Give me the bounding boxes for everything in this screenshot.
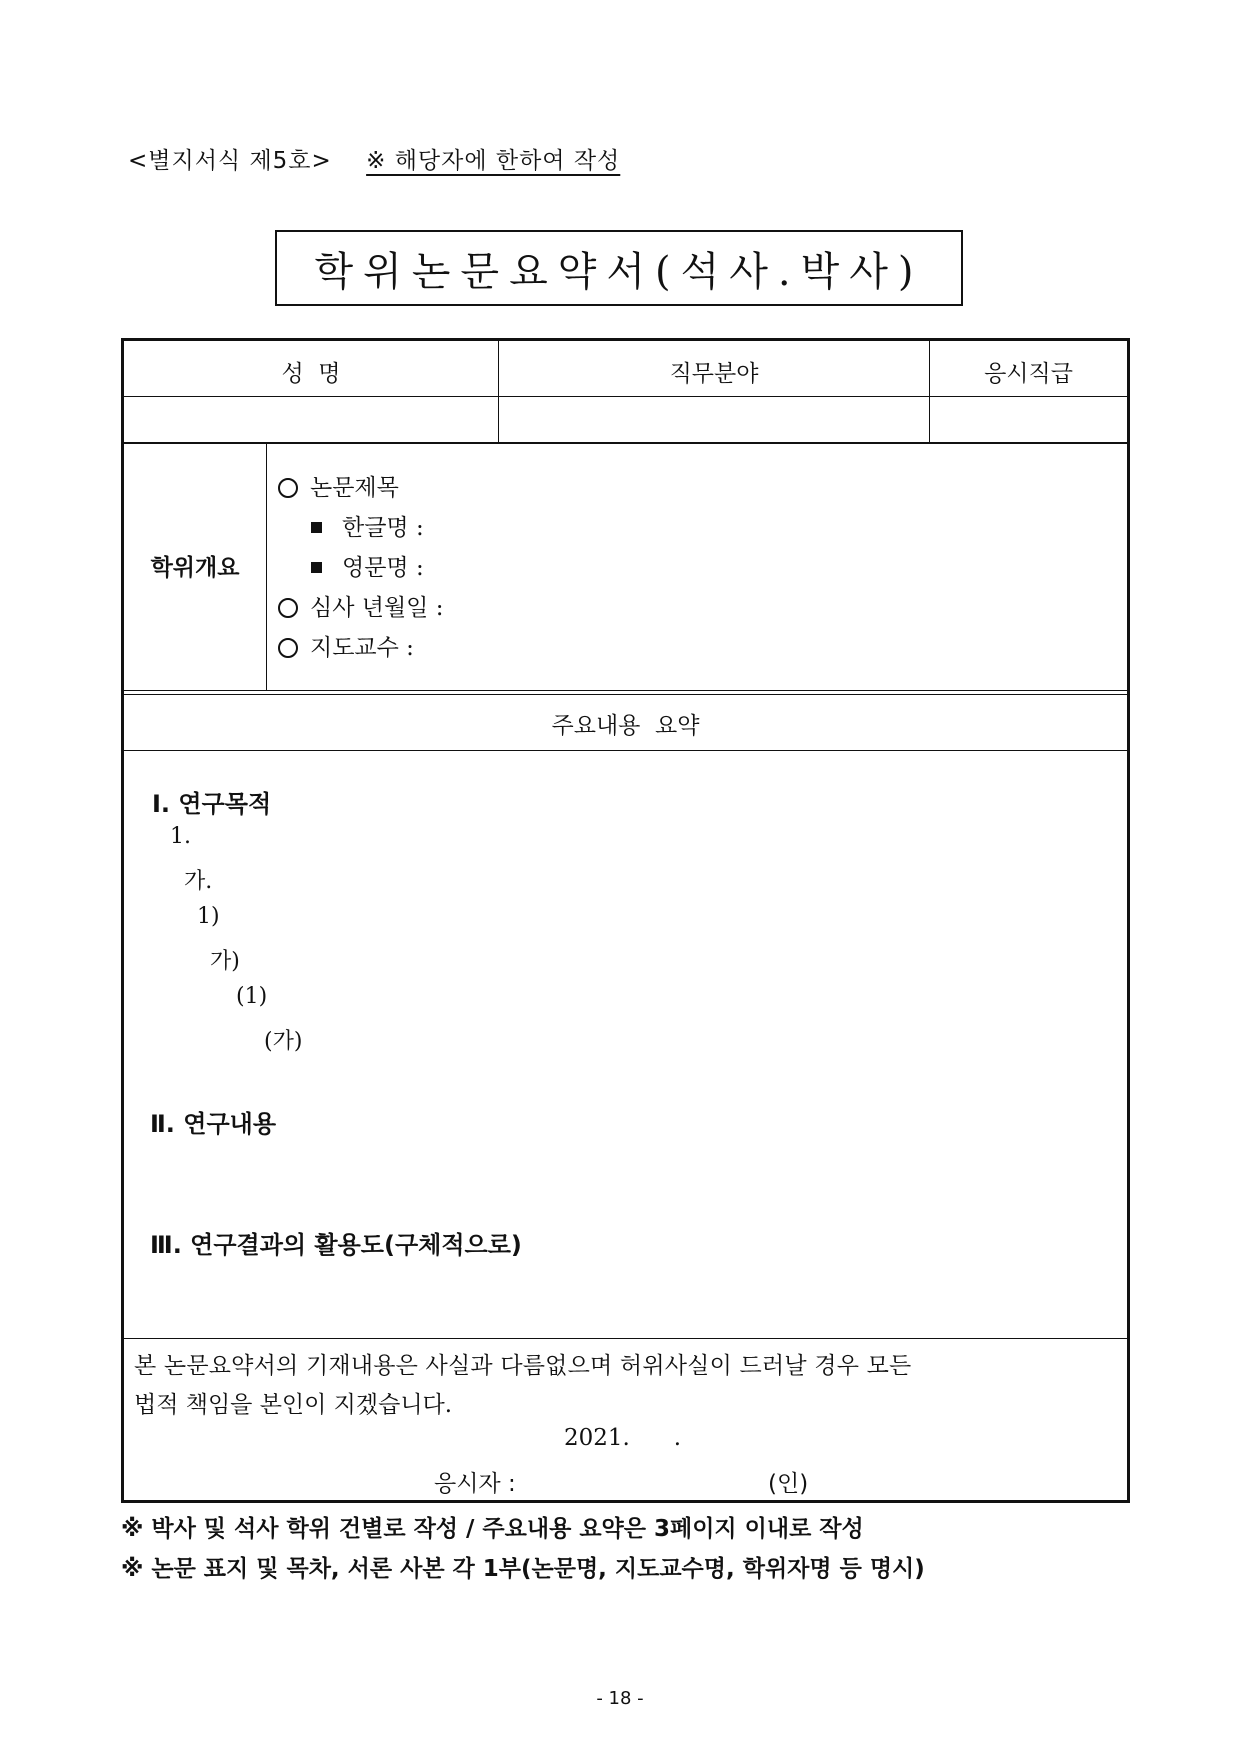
section-content: Ⅱ. 연구내용 (150, 1110, 277, 1138)
section-purpose: Ⅰ. 연구목적 (152, 790, 272, 818)
page-number: - 18 - (596, 1688, 644, 1709)
outline-level-2: 가. (184, 869, 213, 894)
applied-grade-header: 응시직급 (984, 361, 1073, 387)
name-input-cell[interactable] (124, 397, 498, 442)
degree-overview-label: 학위개요 (150, 555, 240, 581)
square-bullet-icon (311, 562, 322, 573)
job-field-input-cell[interactable] (499, 397, 929, 442)
circle-bullet-icon (278, 638, 298, 658)
form-header (128, 142, 620, 175)
document-title: 학위논문요약서(석사.박사) (275, 230, 963, 306)
footnote-1: ※ 박사 및 석사 학위 건별로 작성 / 주요내용 요약은 3페이지 이내로 작성 (121, 1516, 864, 1542)
section-usage: Ⅲ. 연구결과의 활용도(구체적으로) (150, 1231, 522, 1259)
declaration-date: 2021. . (564, 1425, 682, 1451)
outline-level-3: 1) (197, 904, 220, 929)
review-date-item[interactable]: 심사 년월일 : (278, 589, 443, 622)
applied-grade-input-cell[interactable] (930, 397, 1127, 442)
english-title-item[interactable]: 영문명 : (311, 549, 424, 582)
row-divider (124, 690, 1127, 691)
row-divider (124, 694, 1127, 695)
form-label: <별지서식 제5호> (128, 148, 332, 174)
row-divider (124, 442, 1127, 444)
outline-level-4: 가) (210, 949, 240, 974)
applicant-label: 응시자 : (434, 1471, 516, 1497)
outline-level-1: 1. (170, 824, 191, 849)
form-note: ※ 해당자에 한하여 작성 (366, 148, 621, 174)
summary-form-table (121, 338, 1130, 1503)
korean-title-item[interactable]: 한글명 : (311, 509, 424, 542)
name-header: 성 명 (281, 361, 341, 387)
row-divider (124, 1338, 1127, 1339)
seal-mark: (인) (768, 1471, 809, 1497)
declaration-line-1: 본 논문요약서의 기재내용은 사실과 다름없으며 허위사실이 드러날 경우 모든 (134, 1353, 912, 1379)
job-field-header: 직무분야 (669, 361, 759, 387)
outline-level-5: (1) (236, 984, 268, 1009)
thesis-title-item: 논문제목 (278, 469, 399, 502)
col-divider (266, 444, 267, 691)
summary-header: 주요내용 요약 (551, 713, 700, 739)
square-bullet-icon (311, 522, 322, 533)
footnote-2: ※ 논문 표지 및 목차, 서론 사본 각 1부(논문명, 지도교수명, 학위자명 등 명시) (121, 1556, 925, 1582)
outline-level-6: (가) (264, 1029, 303, 1054)
declaration-line-2: 법적 책임을 본인이 지겠습니다. (134, 1392, 453, 1418)
circle-bullet-icon (278, 478, 298, 498)
applicant-signature-field[interactable] (544, 1465, 724, 1493)
circle-bullet-icon (278, 598, 298, 618)
row-divider (124, 750, 1127, 751)
advisor-item[interactable]: 지도교수 : (278, 629, 414, 662)
